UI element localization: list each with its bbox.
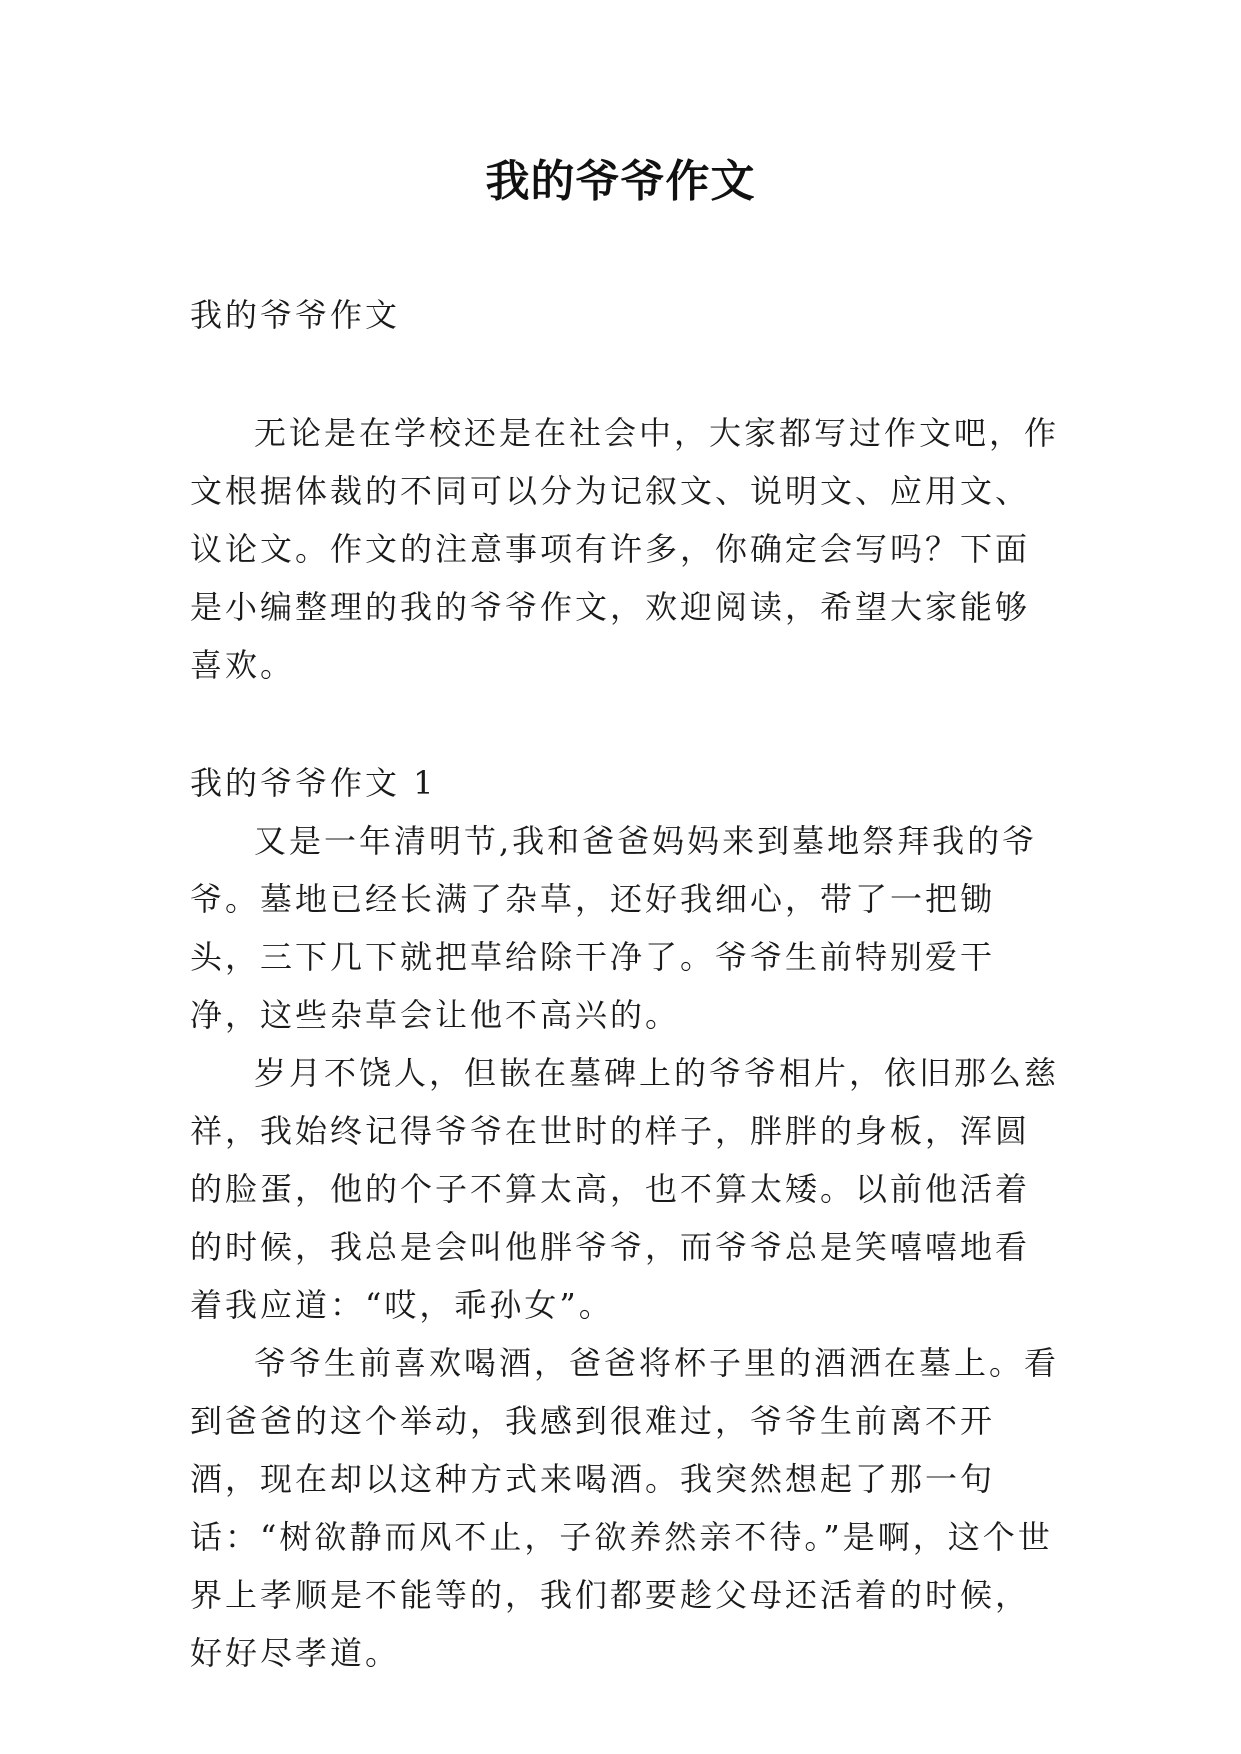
body-paragraph: 岁月不饶人，但嵌在墓碑上的爷爷相片，依旧那么慈祥，我始终记得爷爷在世时的样子，胖胖的身板，浑圆的脸蛋，他的个子不算太高，也不算太矮。以前他活着的时候，我总是会叫他胖爷爷，而爷爷总是笑嘻嘻地看着我应道：“哎，乖孙女”。 [190,1054,1060,1324]
body-paragraph: 爷爷生前喜欢喝酒，爸爸将杯子里的酒洒在墓上。看到爸爸的这个举动，我感到很难过，爷爷生前离不开酒，现在却以这种方式来喝酒。我突然想起了那一句话：“树欲静而风不止，子欲养然亲不待。”是啊，这个世界上孝顺是不能等的，我们都要趁父母还活着的时候，好好尽孝道。 [190,1344,1060,1672]
document-subtitle: 我的爷爷作文 [190,296,401,334]
intro-paragraph: 无论是在学校还是在社会中，大家都写过作文吧，作文根据体裁的不同可以分为记叙文、说明文、应用文、议论文。作文的注意事项有许多，你确定会写吗？下面是小编整理的我的爷爷作文，欢迎阅读，希望大家能够喜欢。 [190,414,1060,684]
document-body [190,286,1060,1682]
section-heading: 我的爷爷作文 1 [190,764,437,802]
document-title: 我的爷爷作文 [485,156,756,207]
body-paragraph: 又是一年清明节,我和爸爸妈妈来到墓地祭拜我的爷爷。墓地已经长满了杂草，还好我细心，带了一把锄头，三下几下就把草给除干净了。爷爷生前特别爱干净，这些杂草会让他不高兴的。 [190,822,1038,1034]
